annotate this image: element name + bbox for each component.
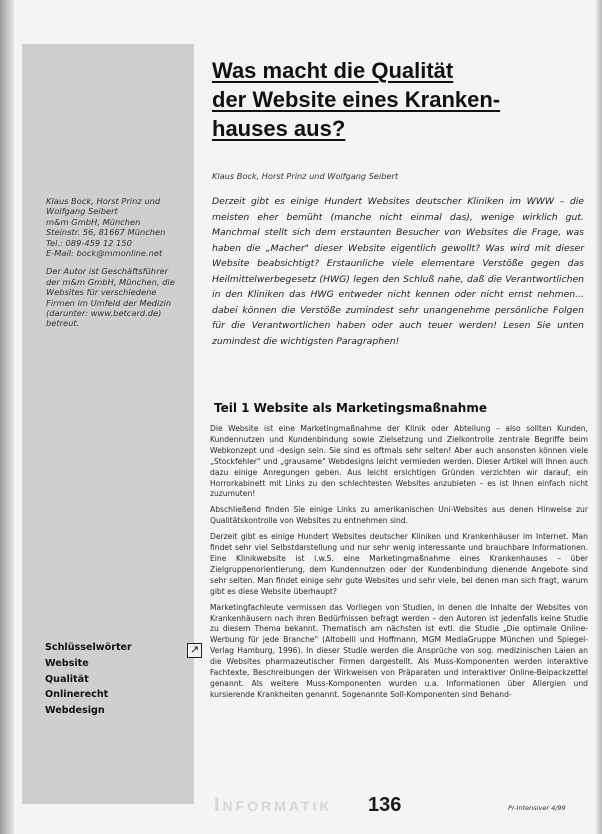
body-paragraph: Abschließend finden Sie einige Links zu amerikanischen Uni-Websites aus denen Hinweise zur Qualitätskontrolle von Websites zu entnehmen sind. — [210, 505, 588, 526]
author-info — [46, 196, 190, 329]
body-text — [210, 424, 588, 706]
arrow-icon: ↗ — [187, 643, 202, 658]
body-paragraph: Marketingfachleute vermissen das Vorliegen von Studien, in denen die Inhalte der Websites von Krankenhäusern nach ihren Bedürfnissen befragt werden – den Autoren ist jedenfalls keine Studie zu diesem Thema bekannt. Thematisch am nächsten ist evtl. die Studie „Die optimale Online-Werbung für jede Branche" (Altobelli und Hoffmann, MGM MediaGruppe München und Spiegel-Verlag Hamburg, 1996). In dieser Studie werden die Ansprüche von sog. medizinischen Laien an die Websites pharmazeutischer Firmen dargestellt. Als Muss-Komponenten werden interaktive Fachtexte, Beschreibungen der Wirkweisen von Präparaten und interaktiver Online-Beipackzettel genannt. Als weitere Muss-Komponenten wurden u.a. Informationen über Allergien und kursierende Krankheiten genannt. Sogenannte Soll-Komponenten sind Behand- — [210, 602, 588, 699]
keyword-item: Webdesign — [45, 705, 105, 717]
article-authors: Klaus Bock, Horst Prinz und Wolfgang Seibert — [212, 171, 399, 181]
spacer — [46, 258, 190, 266]
author-info-line: m&m GmbH, München — [46, 216, 141, 227]
keyword-item: Qualität — [45, 673, 89, 685]
section-heading: Teil 1 Website als Marketingsmaßnahme — [214, 401, 487, 415]
journal-reference: Pr-Intensiver 4/99 — [508, 804, 566, 812]
author-note-line: (darunter: www.betcard.de) — [46, 308, 162, 319]
scan-edge-left — [0, 0, 14, 834]
author-info-line: Wolfgang Seibert — [46, 206, 118, 217]
author-note-line: der m&m GmbH, München, die — [46, 276, 175, 287]
author-note-line: Der Autor ist Geschäftsführer — [46, 266, 168, 277]
keyword-item: Website — [45, 657, 89, 669]
body-paragraph: Derzeit gibt es einige Hundert Websites deutscher Kliniken und Krankenhäuser im Internet. Man findet sehr viel Selbstdarstellung und nur sehr wenig interessante und brauchbare Informationen. Eine Klinikwebsite ist i.w.S. eine Marketingmaßnahme eines Krankenhauses – über Zielgruppenorientierung, dem Kundennutzen oder der Kundenbindung dienende Angebote sind sehr selten. Man findet einige sehr gute Websites und sehr viele, bei denen man sich fragt, warum gibt es diese Website überhaupt? — [210, 532, 588, 596]
intro-paragraph: Derzeit gibt es einige Hundert Websites deutscher Kliniken im WWW – die meisten eher bemüht (manche nicht einmal das), wenige wirklich gut. Manchmal stellt sich dem erstaunten Besucher von Websites die Frage, was haben die „Macher" dieser Website eigentlich gewollt? Was wird mit dieser Website beabsichtigt? Erstaunliche viele elementare Verstöße gegen das Heilmittelwerbegesetz (HWG) legen den Schluß nahe, daß die Verantwortlichen in den Kliniken das HWG entweder nicht kennen oder nicht ernst nehmen... dabei können die Verstöße zumindest sehr unangenehme persönliche Folgen für die Verantwortlichen haben oder auch teuer werden! Lesen Sie unten zumindest die wichtigsten Paragraphen! — [212, 196, 584, 347]
keywords-heading: Schlüsselwörter — [45, 642, 132, 653]
article-title — [212, 56, 572, 143]
author-note-line: betreut. — [46, 318, 80, 329]
page-number: 136 — [368, 794, 402, 816]
title-line: der Website eines Kranken- — [212, 87, 501, 112]
body-paragraph: Die Website ist eine Marketingmaßnahme der Klinik oder Abteilung – also sollten Kunden, Kundennutzen und Kundenbindung sowie Zielsetzung und Zielkontrolle zentrale Begriffe beim Webkonzept und -design sein. Sie sind es oftmals sehr selten! Aber auch ansonsten können viele „Stockfehler" und „grausame" Webdesigns leicht vermieden werden. Dieser Artikel will Ihnen auch dazu einige Anregungen geben. Aus leicht ersichtigen Gründen verzichten wir darauf, ein Horrorkabinett mit Links zu den schlechtesten Websites anzubieten – es ist Ihnen einfach nicht zuzumuten! — [210, 424, 588, 499]
keyword-item: Onlinerecht — [45, 689, 109, 701]
author-note-line: Firmen im Umfeld der Medizin — [46, 297, 172, 308]
author-info-line: Klaus Bock, Horst Prinz und — [46, 196, 161, 206]
title-line: Was macht die Qualität — [212, 58, 454, 83]
author-info-line: Steinstr. 56, 81667 München — [46, 227, 166, 238]
author-info-line: E-Mail: bock@mmonline.net — [46, 248, 163, 259]
title-line: hauses aus? — [212, 116, 346, 141]
author-info-line: Tel.: 089-459 12 150 — [46, 237, 132, 248]
keywords-list — [45, 640, 175, 719]
author-note-line: Websites für verschiedene — [46, 287, 157, 298]
footer-section-label: Informatik — [214, 794, 333, 816]
scan-edge-right — [596, 0, 602, 834]
